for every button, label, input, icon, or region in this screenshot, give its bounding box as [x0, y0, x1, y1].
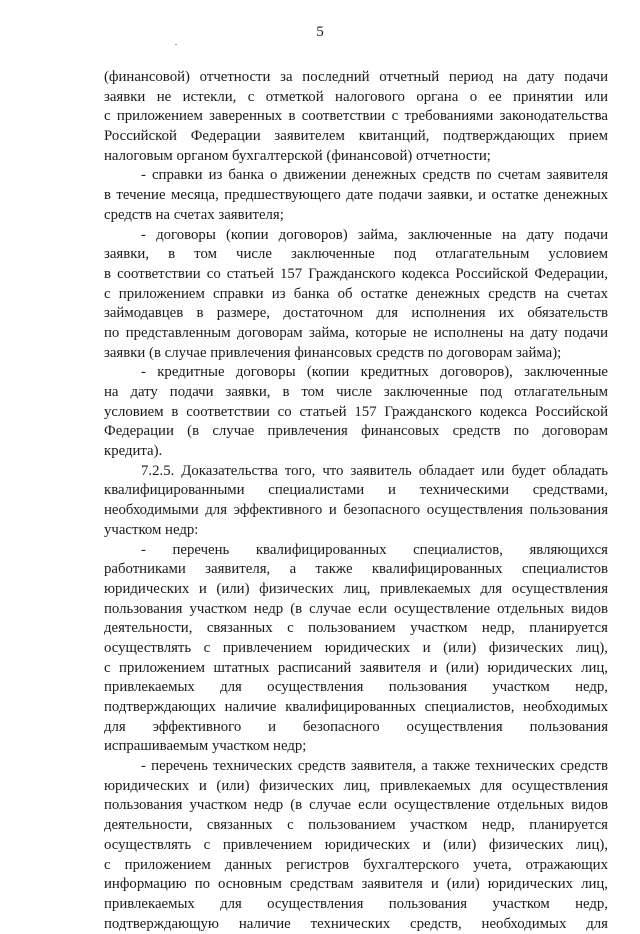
text-line: по представленным договорам займа, которые не исполнены на дату подачи — [104, 324, 608, 341]
text-line: с приложением штатных расписаний заявителя и (или) юридических лиц, — [104, 659, 608, 676]
text-line: деятельности, связанных с пользованием участком недр, планируется — [104, 817, 608, 834]
text-line: кредита). — [104, 443, 163, 460]
scan-speck — [175, 44, 177, 45]
text-line: с приложением заверенных в соответствии с требованиями законодательства — [104, 108, 608, 125]
text-line: заявки не истекли, с отметкой налогового органа о ее принятии или — [104, 88, 608, 105]
text-line: условием в соответствии со статьей 157 Гражданского кодекса Российской — [104, 403, 608, 420]
text-line: работниками заявителя, а также квалифицированных специалистов — [104, 561, 608, 578]
text-line: для эффективного и безопасного осуществления пользования — [104, 718, 608, 735]
text-line: Федерации (в случае привлечения финансовых средств по договорам — [104, 423, 608, 440]
text-line: на дату подачи заявки, в том числе заключенные под отлагательным — [104, 384, 608, 400]
text-line: заявки (в случае привлечения финансовых средств по договорам займа); — [104, 344, 562, 361]
text-line: в соответствии со статьей 157 Гражданского кодекса Российской Федерации, — [104, 265, 608, 282]
text-line: испрашиваемым участком недр; — [104, 738, 307, 755]
text-line: с приложением справки из банка об остатке денежных средств на счетах — [104, 285, 608, 302]
text-line: пользования участком недр (в случае если осуществление отдельных видов — [104, 797, 608, 814]
text-line: подтверждающих наличие квалифицированных специалистов, необходимых — [104, 699, 608, 715]
text-line: - справки из банка о движении денежных средств по счетам заявителя — [141, 167, 608, 184]
text-line: пользования участком недр (в случае если осуществление отдельных видов — [104, 600, 608, 617]
text-line: юридических и (или) физических лиц, привлекаемых для осуществления — [104, 777, 608, 794]
text-line: средств на счетах заявителя; — [104, 206, 284, 223]
text-line: в течение месяца, предшествующего дате подачи заявки, и остатке денежных — [104, 187, 608, 204]
text-line: привлекаемых для осуществления пользования участком недр, — [104, 895, 608, 912]
page-number: 5 — [316, 24, 324, 40]
text-line: - перечень квалифицированных специалистов, являющихся — [141, 541, 608, 558]
text-line: подтверждающую наличие технических средств, необходимых для — [104, 915, 608, 932]
text-line: займодавцев в размере, достаточном для исполнения их обязательств — [104, 305, 608, 322]
text-line: осуществлять с привлечением юридических и (или) физических лиц), — [104, 836, 608, 853]
text-line: 7.2.5. Доказательства того, что заявитель обладает или будет обладать — [141, 462, 608, 479]
text-line: с приложением данных регистров бухгалтерского учета, отражающих — [104, 856, 608, 873]
text-line: необходимыми для эффективного и безопасного осуществления пользования — [104, 502, 608, 519]
text-line: участком недр: — [104, 521, 199, 538]
text-line: привлекаемых для осуществления пользования участком недр, — [104, 679, 608, 696]
document-body — [104, 68, 608, 934]
text-line: юридических и (или) физических лиц, привлекаемых для осуществления — [104, 580, 608, 597]
text-line: Российской Федерации заявителем квитанций, подтверждающих прием — [104, 128, 608, 145]
text-line: деятельности, связанных с пользованием участком недр, планируется — [104, 620, 608, 637]
text-line: заявки, в том числе заключенные под отлагательным условием — [104, 246, 608, 263]
text-line: налоговым органом бухгалтерской (финансовой) отчетности; — [104, 147, 491, 164]
text-line: - кредитные договоры (копии кредитных договоров), заключенные — [141, 364, 608, 381]
text-line: (финансовой) отчетности за последний отчетный период на дату подачи — [104, 69, 608, 85]
text-line: квалифицированными специалистами и техническими средствами, — [104, 482, 608, 499]
text-line: - договоры (копии договоров) займа, заключенные на дату подачи — [141, 226, 608, 243]
text-line: - перечень технических средств заявителя, а также технических средств — [141, 758, 608, 775]
text-line: информацию по основным средствам заявителя и (или) юридических лиц, — [104, 876, 608, 893]
text-line: осуществлять с привлечением юридических и (или) физических лиц), — [104, 639, 608, 656]
